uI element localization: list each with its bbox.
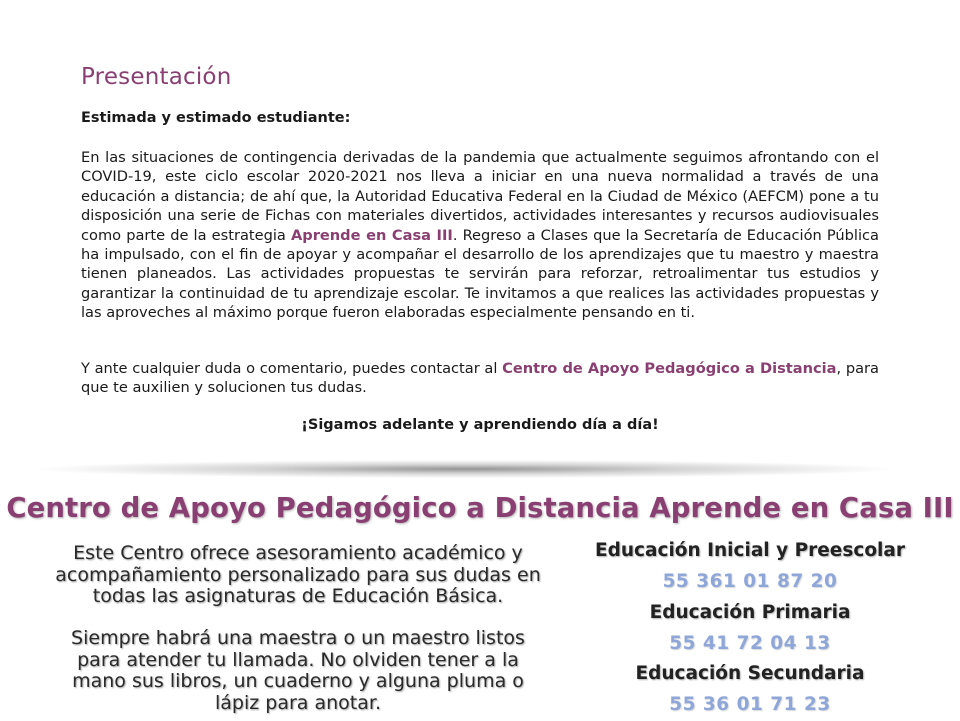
section-divider <box>40 460 890 478</box>
closing-line: ¡Sigamos adelante y aprendiendo día a día! <box>301 417 659 433</box>
phone-secundaria[interactable]: 55 36 01 71 23 <box>669 694 831 715</box>
center-description: Este Centro ofrece asesoramiento académico y acompañamiento personalizado para sus dudas en todas las asignaturas de Educación Básica. <box>55 542 541 607</box>
contact-text-part1: Y ante cualquier duda o comentario, puedes contactar al <box>81 360 503 377</box>
intro-paragraph <box>81 148 879 323</box>
greeting: Estimada y estimado estudiante: <box>81 110 351 126</box>
intro-text-part1: En las situaciones de contingencia derivadas de la pandemia que actualmente seguimos afrontando con el COVID-19, este ciclo escolar 2020-2021 nos lleva a iniciar en una nueva normalidad a través de una educación a distancia; de ahí que, la Autoridad Educativa Federal en la Ciudad de México (AEFCM) pone a tu disposición una serie de Fichas con materiales divertidos, actividades interesantes y recursos audiovisuales como parte de la estrategia <box>81 149 879 244</box>
contact-paragraph <box>81 359 879 398</box>
center-banner-title: Centro de Apoyo Pedagógico a Distancia Aprende en Casa III <box>6 492 954 524</box>
contact-text-part2: , para que te auxilien y solucionen tus dudas. <box>81 360 879 397</box>
contact-list <box>560 536 940 721</box>
level-primaria: Educación Primaria <box>649 601 851 623</box>
intro-text-part2: . Regreso a Clases que la Secretaría de Educación Pública ha impulsado, con el fin de apoyar y acompañar el desarrollo de los aprendizajes que tu maestro y maestra tienen planeados. Las actividades propuestas te servirán para reforzar, retroalimentar tus estudios y garantizar la continuidad de tu aprendizaje escolar. Te invitamos a que realices las actividades propuestas y las aproveches al máximo porque fueron elaboradas especialmente pensando en ti. <box>81 226 880 322</box>
center-highlight: Centro de Apoyo Pedagógico a Distancia <box>502 360 837 377</box>
phone-primaria[interactable]: 55 41 72 04 13 <box>669 632 831 654</box>
page-title: Presentación <box>81 64 232 90</box>
level-preescolar: Educación Inicial y Preescolar <box>594 540 905 561</box>
level-secundaria: Educación Secundaria <box>635 663 865 684</box>
center-availability: Siempre habrá una maestra o un maestro listos para atender tu llamada. No olviden tener a la mano sus libros, un cuaderno y alguna pluma o lápiz para anotar. <box>71 627 525 714</box>
phone-preescolar[interactable]: 55 361 01 87 20 <box>662 571 838 592</box>
strategy-highlight: Aprende en Casa III <box>290 226 453 244</box>
